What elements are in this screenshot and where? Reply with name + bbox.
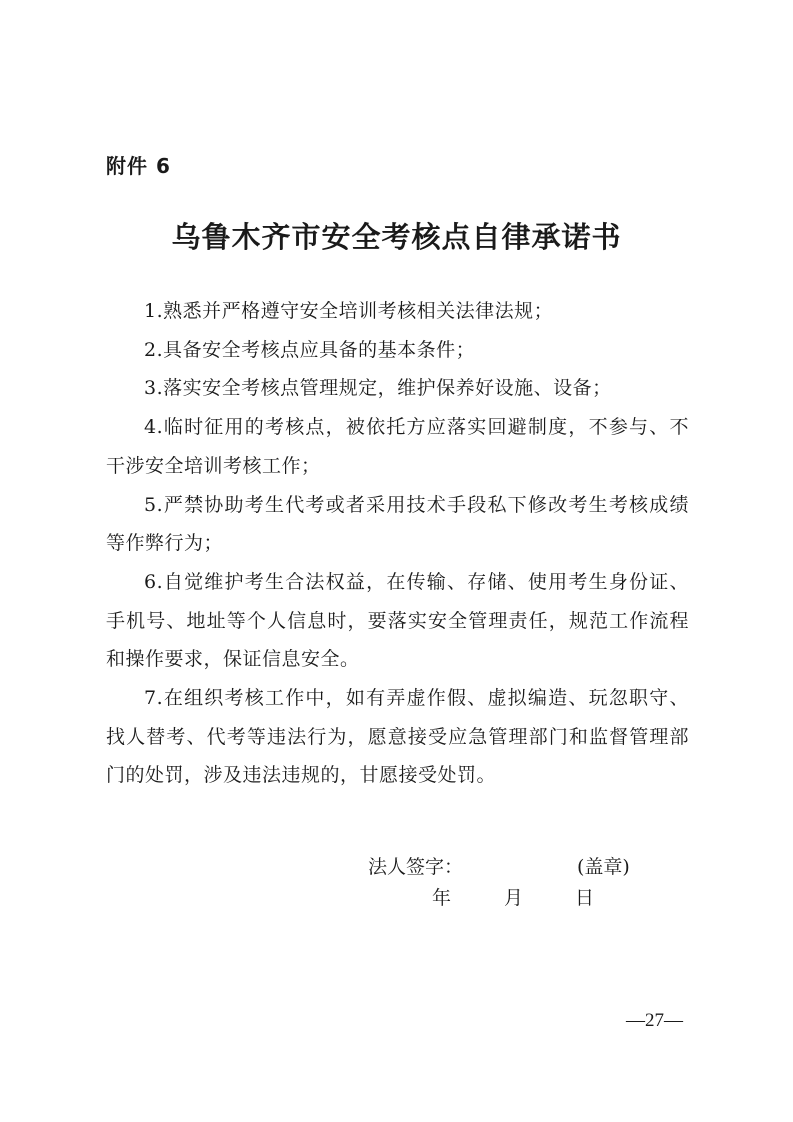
commitment-item-1: 1.熟悉并严格遵守安全培训考核相关法律法规； [144, 300, 554, 322]
seal-label: (盖章) [577, 856, 630, 878]
date-month-label: 月 [504, 887, 524, 909]
document-title: 乌鲁木齐市安全考核点自律承诺书 [171, 220, 622, 254]
document-body [106, 292, 689, 795]
commitment-item-6: 6.自觉维护考生合法权益，在传输、存储、使用考生身份证、手机号、地址等个人信息时，要落实安全管理责任，规范工作流程和操作要求，保证信息安全。 [106, 570, 689, 671]
annex-label: 附件 6 [106, 154, 171, 178]
commitment-item-5: 5.严禁协助考生代考或者采用技术手段私下修改考生考核成绩等作弊行为； [106, 493, 689, 555]
date-year-label: 年 [432, 887, 452, 909]
commitment-item-7: 7.在组织考核工作中，如有弄虚作假、虚拟编造、玩忽职守、找人替考、代考等违法行为，愿意接受应急管理部门和监督管理部门的处罚，涉及违法违规的，甘愿接受处罚。 [106, 687, 689, 787]
signer-label: 法人签字： [368, 856, 464, 878]
commitment-item-2: 2.具备安全考核点应具备的基本条件； [144, 338, 476, 361]
commitment-item-3: 3.落实安全考核点管理规定，维护保养好设施、设备； [144, 377, 612, 400]
commitment-item-4: 4.临时征用的考核点，被依托方应落实回避制度，不参与、不干涉安全培训考核工作； [106, 416, 689, 477]
date-day-label: 日 [575, 887, 595, 909]
page-number: —27— [626, 1010, 683, 1031]
